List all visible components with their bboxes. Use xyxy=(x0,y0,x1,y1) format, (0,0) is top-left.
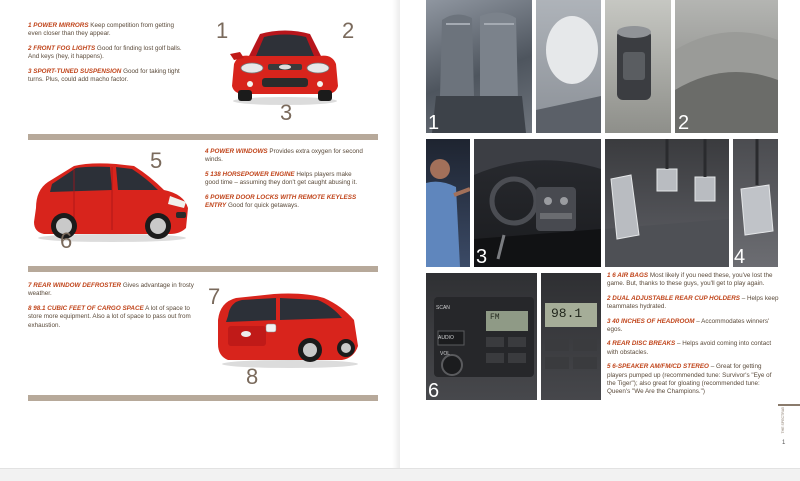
radio-frequency: 98.1 xyxy=(551,306,583,321)
photo-number: 3 xyxy=(476,246,488,268)
feature-item: 3 40 INCHES OF HEADROOM – Accommodates winners' egos. xyxy=(607,317,770,334)
seats-photo xyxy=(426,0,532,133)
section-divider xyxy=(28,134,378,140)
car-rear-image xyxy=(214,290,362,370)
callout-number: 5 xyxy=(150,148,163,173)
side-tab-label: THE SPECTRA5 xyxy=(781,407,785,434)
stereo-display-photo xyxy=(541,273,601,400)
features-group-3 xyxy=(28,282,203,336)
audio-label: AUDIO xyxy=(438,335,454,341)
car-front-image xyxy=(226,24,344,106)
stereo-photo xyxy=(426,273,537,400)
photo-number: 1 xyxy=(428,112,440,134)
callout-number: 3 xyxy=(280,100,293,125)
callout-number: 1 xyxy=(216,18,229,43)
driver-photo xyxy=(426,139,470,267)
right-page xyxy=(400,0,800,468)
callout-number: 7 xyxy=(208,284,221,309)
radio-band: FM xyxy=(490,313,500,322)
cupholder-photo xyxy=(605,0,671,133)
pedals-photo xyxy=(605,139,729,267)
features-group-2 xyxy=(205,148,365,216)
feature-item: 1 6 AIR BAGS Most likely if you need these, you've lost the game. But, thanks to these guys, you'll get to play again. xyxy=(607,272,773,288)
photo-number: 6 xyxy=(428,380,440,402)
callout-number: 6 xyxy=(60,228,73,253)
page-bottom-edge xyxy=(0,468,800,481)
page-number: 1 xyxy=(782,440,786,446)
feature-item: 2 FRONT FOG LIGHTS Good for finding lost golf balls. And keys (hey, it happens). xyxy=(28,44,182,61)
section-divider xyxy=(28,395,378,401)
photo-number: 2 xyxy=(678,112,690,134)
car-side-image xyxy=(30,160,190,244)
feature-item: 8 98.1 CUBIC FEET OF CARGO SPACE A lot of space to store more equipment. Also a lot of space to pass out from exhaustion. xyxy=(28,304,191,329)
airbag-photo xyxy=(536,0,601,133)
feature-item: 5 6-SPEAKER AM/FM/CD STEREO – Great for getting players pumped up (recommended tune: Survivor's "Eye of the Tiger"); also great for gloating (recommended tune: Queen's "We Are the Champions.") xyxy=(607,363,772,396)
feature-item: 4 REAR DISC BREAKS – Helps avoid coming into contact with obstacles. xyxy=(607,340,772,356)
left-page xyxy=(0,0,400,468)
cupholder-closed-photo xyxy=(675,0,778,133)
feature-item: 3 SPORT-TUNED SUSPENSION Good for taking tight turns. Plus, could add macho factor. xyxy=(28,67,180,84)
feature-item: 5 138 HORSEPOWER ENGINE Helps players make good time – assuming they don't get caught abusing it. xyxy=(205,170,358,187)
section-divider xyxy=(28,266,378,272)
feature-item: 7 REAR WINDOW DEFROSTER Gives advantage in frosty weather. xyxy=(28,282,194,298)
photo-number: 4 xyxy=(734,246,746,268)
scan-label: SCAN xyxy=(436,305,450,311)
vol-label: VOL xyxy=(440,351,451,357)
feature-item: 4 POWER WINDOWS Provides extra oxygen for second winds. xyxy=(205,148,363,164)
feature-item: 2 DUAL ADJUSTABLE REAR CUP HOLDERS – Helps keep teammates hydrated. xyxy=(607,294,779,311)
feature-item: 6 POWER DOOR LOCKS WITH REMOTE KEYLESS ENTRY Good for quick getaways. xyxy=(205,193,357,210)
callout-number: 2 xyxy=(342,18,355,43)
interior-dash-photo xyxy=(474,139,601,267)
feature-item: 1 POWER MIRRORS Keep competition from getting even closer than they appear. xyxy=(28,22,174,38)
callout-number: 8 xyxy=(246,364,259,389)
features-group-1 xyxy=(28,22,188,90)
features-group-interior xyxy=(607,272,779,403)
